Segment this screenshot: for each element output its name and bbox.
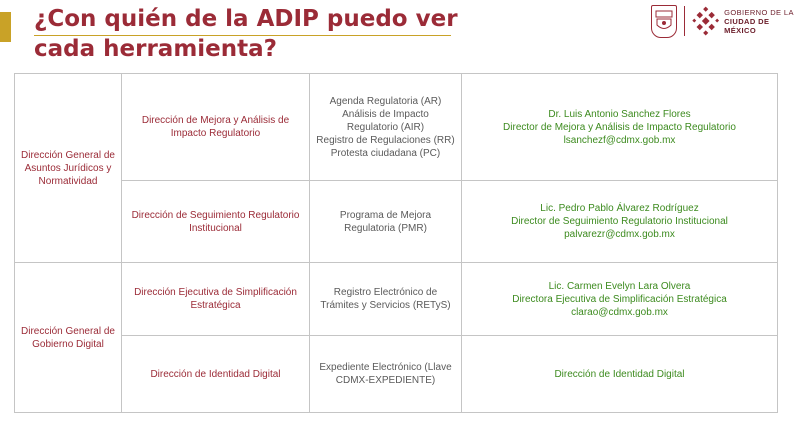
logo-line-2: CIUDAD DE MÉXICO <box>724 16 770 35</box>
contact-name: Dr. Luis Antonio Sanchez Flores <box>548 108 691 120</box>
contact-cell: Dirección de Identidad Digital <box>462 336 778 413</box>
title-underline <box>34 35 451 36</box>
area-cell: Dirección Ejecutiva de Simplificación Estratégica <box>122 263 310 336</box>
tools-cell: Programa de Mejora Regulatoria (PMR) <box>310 181 462 263</box>
table-row <box>15 336 778 413</box>
general-direction-cell: Dirección General de Gobierno Digital <box>15 263 122 413</box>
page-title: ¿Con quién de la ADIP puedo ver cada herramienta? <box>34 6 458 62</box>
cdmx-emblem-icon <box>692 5 719 38</box>
tool-item: Análisis de Impacto Regulatorio (AIR) <box>342 108 429 133</box>
tools-cell: Expediente Electrónico (Llave CDMX-EXPEDIENTE) <box>310 336 462 413</box>
general-direction-cell: Dirección General de Asuntos Jurídicos y Normatividad <box>15 74 122 263</box>
government-logo <box>651 3 797 39</box>
logo-line-1: GOBIERNO DE LA <box>724 7 794 17</box>
title-accent-bar <box>0 12 11 42</box>
coat-of-arms-icon <box>651 5 677 38</box>
contact-email-link[interactable]: palvarezr@cdmx.gob.mx <box>564 229 675 240</box>
tools-cell <box>310 74 462 181</box>
contact-email-link[interactable]: clarao@cdmx.gob.mx <box>571 306 668 318</box>
contact-cell <box>462 181 778 263</box>
contact-email-link[interactable]: lsanchezf@cdmx.gob.mx <box>563 134 676 146</box>
contact-position: Director de Seguimiento Regulatorio Institucional <box>511 216 728 227</box>
logo-divider <box>684 6 685 36</box>
area-cell: Dirección de Seguimiento Regulatorio Institucional <box>122 181 310 263</box>
area-cell: Dirección de Mejora y Análisis de Impacto Regulatorio <box>122 74 310 181</box>
contact-position: Director de Mejora y Análisis de Impacto Regulatorio <box>503 121 736 133</box>
contact-cell <box>462 263 778 336</box>
tool-item: Registro de Regulaciones (RR) <box>316 134 455 146</box>
tool-item: Agenda Regulatoria (AR) <box>329 95 442 107</box>
tool-item: Protesta ciudadana (PC) <box>330 147 441 159</box>
logo-text <box>724 8 797 35</box>
table-row <box>15 74 778 181</box>
contact-position: Directora Ejecutiva de Simplificación Estratégica <box>512 293 727 305</box>
contact-name: Lic. Pedro Pablo Álvarez Rodríguez <box>540 203 699 214</box>
table-row <box>15 181 778 263</box>
tools-cell: Registro Electrónico de Trámites y Servicios (RETyS) <box>310 263 462 336</box>
table-row <box>15 263 778 336</box>
contacts-table <box>14 73 778 413</box>
contact-name: Lic. Carmen Evelyn Lara Olvera <box>548 280 691 292</box>
contact-cell <box>462 74 778 181</box>
area-cell: Dirección de Identidad Digital <box>122 336 310 413</box>
